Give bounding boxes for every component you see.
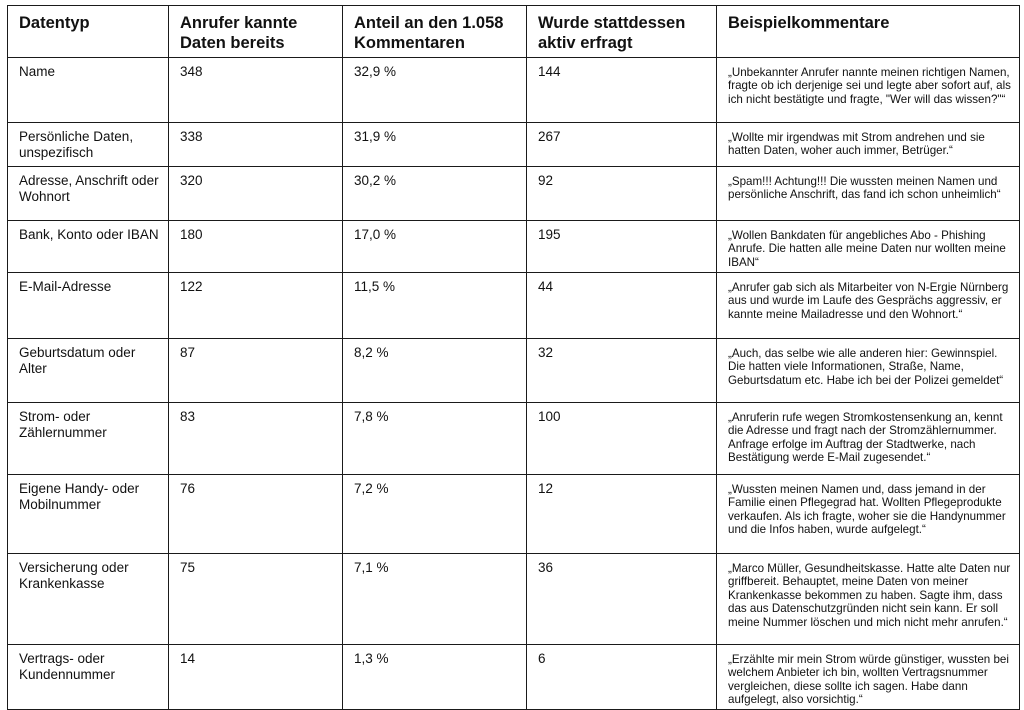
cell-known: 76 [169, 475, 343, 554]
table-row [8, 58, 1020, 123]
header-known: Anrufer kannte Daten bereits [169, 6, 343, 58]
cell-type: Adresse, Anschrift oder Wohnort [8, 167, 169, 221]
cell-type: Versicherung oder Krankenkasse [8, 554, 169, 645]
cell-type: Name [8, 58, 169, 123]
table-row [8, 554, 1020, 645]
cell-known: 320 [169, 167, 343, 221]
table-row [8, 645, 1020, 710]
cell-asked: 267 [527, 123, 717, 167]
cell-asked: 36 [527, 554, 717, 645]
cell-share: 11,5 % [343, 273, 527, 339]
table-row [8, 221, 1020, 273]
cell-comment: „Wollte mir irgendwas mit Strom andrehen und sie hatten Daten, woher auch immer, Betrüger.“ [717, 123, 1020, 167]
data-table [7, 5, 1020, 710]
cell-type: E-Mail-Adresse [8, 273, 169, 339]
cell-asked: 144 [527, 58, 717, 123]
cell-share: 30,2 % [343, 167, 527, 221]
cell-comment: „Wussten meinen Namen und, dass jemand in der Familie einen Pflegegrad hat. Wollten Pflegeprodukte verkaufen. Als ich fragte, woher sie die Handynummer und die Infos haben, wurde aufgelegt.“ [717, 475, 1020, 554]
cell-asked: 6 [527, 645, 717, 710]
cell-type: Strom- oder Zählernummer [8, 403, 169, 475]
cell-share: 8,2 % [343, 339, 527, 403]
cell-asked: 100 [527, 403, 717, 475]
cell-known: 338 [169, 123, 343, 167]
table-row [8, 403, 1020, 475]
cell-known: 83 [169, 403, 343, 475]
table-row [8, 123, 1020, 167]
cell-comment: „Unbekannter Anrufer nannte meinen richtigen Namen, fragte ob ich derjenige sei und legte aber sofort auf, als ich nicht bestätigte und fragte, "Wer will das wissen?"“ [717, 58, 1020, 123]
cell-asked: 12 [527, 475, 717, 554]
cell-comment: „Auch, das selbe wie alle anderen hier: Gewinnspiel. Die hatten viele Informationen, Straße, Name, Geburtsdatum etc. Habe ich bei der Polizei gemeldet“ [717, 339, 1020, 403]
cell-comment: „Erzählte mir mein Strom würde günstiger, wussten bei welchem Anbieter ich bin, wollten Vertragsnummer vergleichen, diese sollte ich sagen. Habe dann aufgelegt, also vorsichtig.“ [717, 645, 1020, 710]
cell-comment: „Spam!!! Achtung!!! Die wussten meinen Namen und persönliche Anschrift, das fand ich schon unheimlich“ [717, 167, 1020, 221]
cell-comment: „Wollen Bankdaten für angebliches Abo - Phishing Anrufe. Die hatten alle meine Daten nur wollten meine IBAN“ [717, 221, 1020, 273]
cell-asked: 92 [527, 167, 717, 221]
cell-known: 14 [169, 645, 343, 710]
cell-comment: „Anruferin rufe wegen Stromkostensenkung an, kennt die Adresse und fragt nach der Stromzählernummer. Anfrage erfolge im Auftrag der Stadtwerke, nach Bestätigung werde E-Mail zugesendet.“ [717, 403, 1020, 475]
header-comments: Beispielkommentare [717, 6, 1020, 58]
table-row [8, 475, 1020, 554]
cell-share: 17,0 % [343, 221, 527, 273]
cell-known: 75 [169, 554, 343, 645]
cell-comment: „Anrufer gab sich als Mitarbeiter von N-Ergie Nürnberg aus und wurde im Laufe des Gesprächs aggressiv, er kannte meine Mailadresse und den Wohnort.“ [717, 273, 1020, 339]
cell-type: Persönliche Daten, unspezifisch [8, 123, 169, 167]
table-row [8, 167, 1020, 221]
cell-share: 7,2 % [343, 475, 527, 554]
header-datentyp: Datentyp [8, 6, 169, 58]
cell-asked: 32 [527, 339, 717, 403]
cell-share: 31,9 % [343, 123, 527, 167]
cell-comment: „Marco Müller, Gesundheitskasse. Hatte alte Daten nur griffbereit. Behauptet, meine Daten von meiner Krankenkasse bekommen zu haben. Sagte ihm, dass das aus Datenschutzgründen nicht sein kann. Er soll meine Nummer löschen und mich nicht mehr anrufen.“ [717, 554, 1020, 645]
cell-known: 87 [169, 339, 343, 403]
cell-known: 122 [169, 273, 343, 339]
cell-known: 348 [169, 58, 343, 123]
cell-share: 7,1 % [343, 554, 527, 645]
cell-type: Bank, Konto oder IBAN [8, 221, 169, 273]
table-row [8, 339, 1020, 403]
cell-type: Vertrags- oder Kundennummer [8, 645, 169, 710]
table-row [8, 273, 1020, 339]
cell-type: Eigene Handy- oder Mobilnummer [8, 475, 169, 554]
cell-share: 32,9 % [343, 58, 527, 123]
cell-share: 1,3 % [343, 645, 527, 710]
cell-asked: 195 [527, 221, 717, 273]
cell-type: Geburtsdatum oder Alter [8, 339, 169, 403]
header-asked: Wurde stattdessen aktiv erfragt [527, 6, 717, 58]
header-row [8, 6, 1020, 58]
header-share: Anteil an den 1.058 Kommentaren [343, 6, 527, 58]
cell-asked: 44 [527, 273, 717, 339]
cell-known: 180 [169, 221, 343, 273]
cell-share: 7,8 % [343, 403, 527, 475]
